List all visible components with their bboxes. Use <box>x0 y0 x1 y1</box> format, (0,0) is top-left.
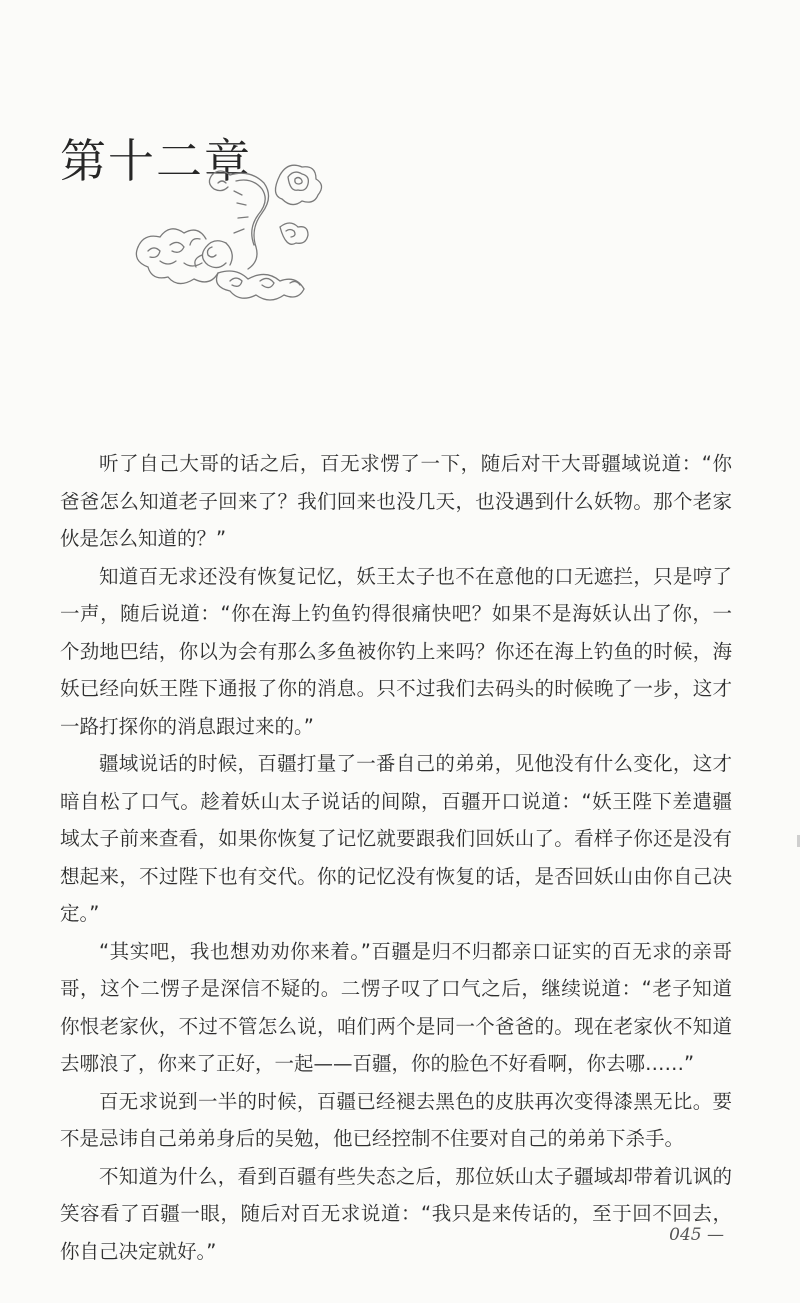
chapter-body <box>60 445 732 1270</box>
paragraph: “其实吧，我也想劝劝你来着。”百疆是归不归都亲口证实的百无求的亲哥哥，这个二愣子是深信不疑的。二愣子叹了口气之后，继续说道：“老子知道你恨老家伙，不过不管怎么说，咱们两个是同一个爸爸的。现在老家伙不知道去哪浪了，你来了正好，一起——百疆，你的脸色不好看啊，你去哪……” <box>60 939 732 1075</box>
page-number: 045 — <box>669 1225 724 1245</box>
paragraph: 听了自己大哥的话之后，百无求愣了一下，随后对干大哥疆域说道：“你爸爸怎么知道老子回来了？我们回来也没几天，也没遇到什么妖物。那个老家伙是怎么知道的？” <box>60 452 732 550</box>
paragraph: 百无求说到一半的时候，百疆已经褪去黑色的皮肤再次变得漆黑无比。要不是忌讳自己弟弟身后的吴勉，他已经控制不住要对自己的弟弟下杀手。 <box>60 1089 732 1150</box>
paragraph: 疆域说话的时候，百疆打量了一番自己的弟弟，见他没有什么变化，这才暗自松了口气。趁着妖山太子说话的间隙，百疆开口说道：“妖王陛下差遣疆域太子前来查看，如果你恢复了记忆就要跟我们回妖山了。看样子你还是没有想起来，不过陛下也有交代。你的记忆没有恢复的话，是否回妖山由你自己决定。” <box>60 752 732 925</box>
paragraph: 不知道为什么，看到百疆有些失态之后，那位妖山太子疆域却带着讥讽的笑容看了百疆一眼，随后对百无求说道：“我只是来传话的，至于回不回去，你自己决定就好。” <box>60 1164 732 1263</box>
chapter-title: 第十二章 <box>60 134 252 188</box>
auspicious-cloud-ornament-icon <box>130 135 330 305</box>
paragraph: 知道百无求还没有恢复记忆，妖王太子也不在意他的口无遮拦，只是哼了一声，随后说道：“你在海上钓鱼钓得很痛快吧？如果不是海妖认出了你，一个劲地巴结，你以为会有那么多鱼被你钓上来吗？你还在海上钓鱼的时候，海妖已经向妖王陛下通报了你的消息。只不过我们去码头的时候晚了一步，这才一路打探你的消息跟过来的。” <box>60 564 732 738</box>
